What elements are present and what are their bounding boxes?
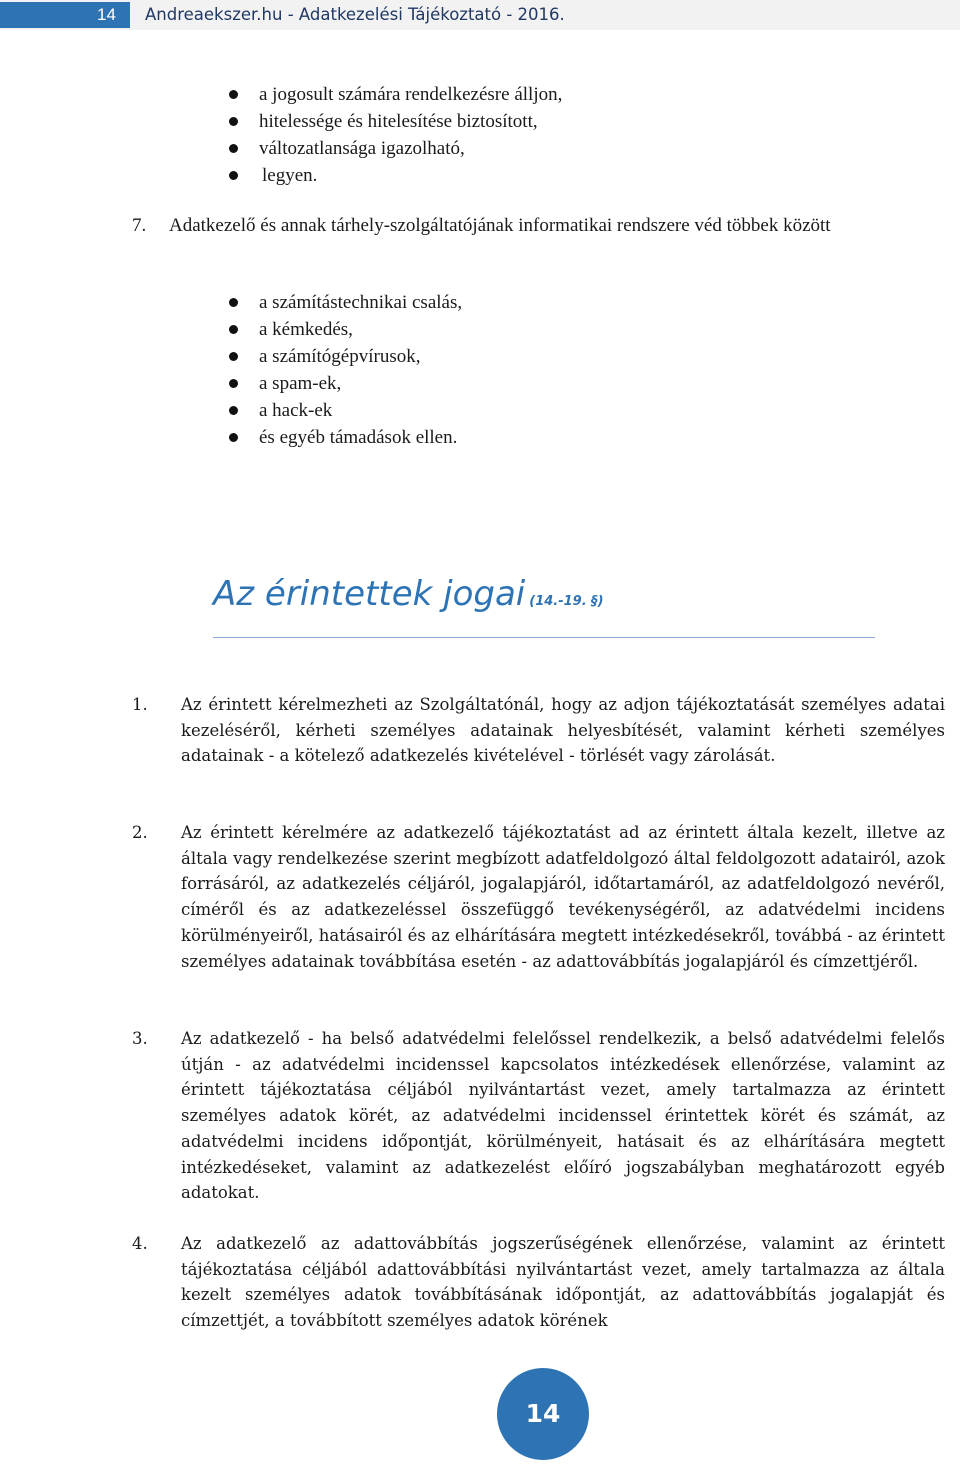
list-item: a kémkedés, (229, 316, 462, 343)
bullet-icon (229, 433, 238, 442)
bullet-list-threats (229, 289, 462, 451)
header-title: Andreaekszer.hu - Adatkezelési Tájékoztató - 2016. (145, 5, 565, 24)
bullet-icon (229, 325, 238, 334)
bullet-icon (229, 144, 238, 153)
bullet-icon (229, 379, 238, 388)
page-header (0, 0, 960, 30)
heading-underline (213, 637, 875, 638)
section-reference: (14.-19. §) (529, 594, 604, 609)
header-page-number: 14 (0, 2, 130, 28)
rights-item-1 (132, 692, 945, 769)
bullet-icon (229, 117, 238, 126)
section-title: Az érintettek jogai (213, 574, 526, 614)
section-heading (213, 574, 604, 614)
paragraph-text: Adatkezelő és annak tárhely-szolgáltatójának informatikai rendszere véd többek között (169, 215, 831, 236)
bullet-icon (229, 171, 238, 180)
rights-item-4 (132, 1231, 945, 1334)
list-item: legyen. (229, 162, 562, 189)
list-item: és egyéb támadások ellen. (229, 424, 462, 451)
list-item: változatlansága igazolható, (229, 135, 562, 162)
item-number: 1. (132, 695, 148, 714)
item-number: 2. (132, 823, 148, 842)
bullet-icon (229, 352, 238, 361)
list-item: a jogosult számára rendelkezésre álljon, (229, 81, 562, 108)
list-item: a számítógépvírusok, (229, 343, 462, 370)
list-item: a spam-ek, (229, 370, 462, 397)
paragraph-number: 7. (132, 215, 147, 236)
bullet-icon (229, 90, 238, 99)
bullet-icon (229, 406, 238, 415)
bullet-list-requirements (229, 81, 562, 189)
item-number: 4. (132, 1234, 148, 1253)
paragraph-7 (132, 213, 958, 239)
item-text: Az adatkezelő - ha belső adatvédelmi felelőssel rendelkezik, a belső adatvédelmi felelős útján - az adatvédelmi incidenssel kapcsolatos intézkedések ellenőrzése, valamint az érintett tájékoztatása céljából nyilvántartást vezet, amely tartalmazza az érintett személyes adatok körét, az adatvédelmi incidenssel érintettek körét és számát, az adatvédelmi incidens időpontját, körülményeit, hatásait és az elhárítására megtett intézkedéseket, valamint az adatkezelést előíró jogszabályban meghatározott egyéb adatokat. (181, 1029, 945, 1203)
item-text: Az adatkezelő az adattovábbítás jogszerűségének ellenőrzése, valamint az érintett tájékoztatása céljából adattovábbítási nyilvántartást vezet, amely tartalmazza az általa kezelt személyes adatok továbbításának időpontját, az adattovábbítás jogalapját és címzettjét, a továbbított személyes adatok körének (181, 1234, 945, 1331)
bullet-icon (229, 298, 238, 307)
item-text: Az érintett kérelmére az adatkezelő tájékoztatást ad az érintett általa kezelt, illetve az általa vagy rendelkezése szerint megbízott adatfeldolgozó által feldolgozott adatairól, azok forrásáról, az adatkezelés céljáról, jogalapjáról, időtartamáról, az adatfeldolgozó nevéről, címéről és az adatkezeléssel összefüggő tevékenységéről, az adatvédelmi incidens körülményeiről, hatásairól és az elhárítására megtett intézkedésekről, továbbá - az érintett személyes adatainak továbbítása esetén - az adattovábbítás jogalapjáról és címzettjéről. (181, 823, 945, 971)
item-text: Az érintett kérelmezheti az Szolgáltatónál, hogy az adjon tájékoztatását személyes adatai kezeléséről, kérheti személyes adatainak helyesbítését, valamint kérheti személyes adatainak - a kötelező adatkezelés kivételével - törlését vagy zárolását. (181, 695, 945, 766)
footer-page-number: 14 (497, 1368, 589, 1460)
list-item: a hack-ek (229, 397, 462, 424)
list-item: a számítástechnikai csalás, (229, 289, 462, 316)
item-number: 3. (132, 1029, 148, 1048)
rights-item-2 (132, 820, 945, 974)
rights-item-3 (132, 1026, 945, 1206)
list-item: hitelessége és hitelesítése biztosított, (229, 108, 562, 135)
